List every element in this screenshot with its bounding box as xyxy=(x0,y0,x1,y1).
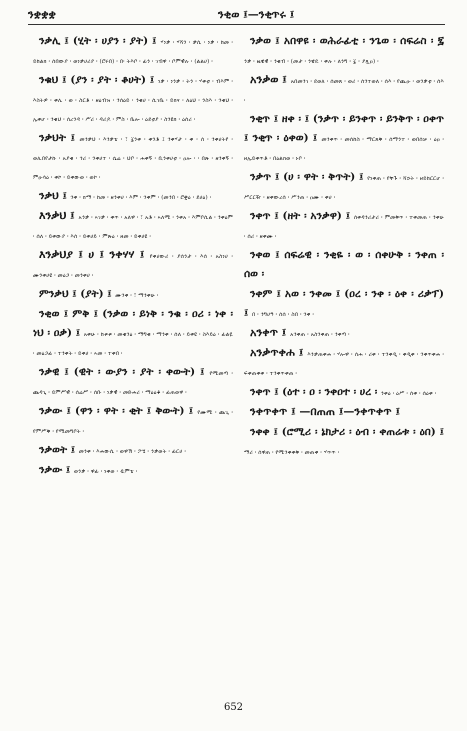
entry-headword: ንቃጥ ፤ (ሀ ፡ ዋት ፡ ቅጥት) ፤ xyxy=(250,171,368,183)
dictionary-entry xyxy=(244,204,444,242)
entry-definition: አንቃ ፡ ኣገቃ ፡ ቀጥ ፡ አለዋ ፡ ፣ አቶ ፡ ኣለሚ ፡ ንቀአ ፡ እምቦሲል ፡ ንቀዕም ፡ ሰለ ፡ ይቀውያ ፡ እሰ ፡ ይቀሀይ ፡ ምጽዕ ፡ ዘመ ፡ ይቀሀዩ ፡ xyxy=(33,215,233,240)
entry-definition: መንቃህ ፡ እንቃቴ ፡ ፣ ፯ንቀ ፡ ቀንቶ ፤ ንቀሃታ ፡ ቀ ፡ ሰ ፡ ንቀሀትየ ፡ ወሊበየታኩ ፡ አያቂ ፡ ጎሪ ፡ ንቀሀተ ፡ ሴሬ ፡ ህቦ ፡ ሐቀኝ ፡ ቢንቀሀቲ ፡ ዐሎ ፡ ፡ በጽ ፡ ዘንቀኝ ፡ ምዑሳዕ ፡ ቀኮ ፡ ይቀውወ ፡ ወኮ ፡ xyxy=(33,137,233,181)
dictionary-entry xyxy=(244,341,444,379)
entry-definition: አቀሁ ፡ ከቱቱ ፡ መቁንዕ ፡ ማግቂ ፡ ማንቀ ፡ ሰለ ፡ ይቀዩ ፡ ስእይዕ ፡ ፊልዬ ፡ መዕጋፊ ፡ ተንቀት ፡ ይቀሀ ፡ ኣመ ፡ ተቀበ ፡ xyxy=(33,332,233,357)
entry-headword: ንቃዊ ፤ (ዊት ፡ ውያን ፡ ያት ፡ ቀውት) ፤ xyxy=(39,366,210,378)
entry-headword: ንቀወ ፤ ሰፍሬዊ ፡ ንቂዬ ፡ ወ ፡ ሰቀሁቅ ፡ ንቀጠ ፡ ሰወ ፡ xyxy=(244,249,444,280)
entry-headword: ንቂጥ ፤ ዘቀ ፡ ፤ (ንቃጥ ፡ ይንቀጥ ፡ ይንቅጥ ፡ ዐቀጥ ፤ ንቂጥ ፡ ዕቀወ) ፤ xyxy=(244,113,444,144)
dictionary-entry xyxy=(33,438,233,457)
entry-headword: ንቀም ፤ አወ ፡ ንቀመ ፤ (ዐረ ፡ ንቀ ፡ ዕቀ ፡ ሪቃፕ) ፤ xyxy=(244,288,444,319)
dictionary-entry xyxy=(33,243,233,281)
dictionary-entry xyxy=(244,165,444,203)
entry-definition: ንቀዕ ፡ ዕሥ ፡ ሰቀ ፡ ሰዕቀ ፡ xyxy=(380,391,437,397)
entry-headword: እንቃህ ፤ xyxy=(39,209,79,222)
entry-definition: የሙሚ ፡ ጨጊ ፡ የምሥቅ ፡ የሚመግቦት ፡ xyxy=(33,410,233,435)
entry-definition: አንቀጠ ፡ አስንቀጠ ፡ ንቀጣ ፡ xyxy=(290,332,350,338)
running-head-left: ንቋቋቋ xyxy=(28,8,56,21)
entry-headword: ንቃው ፤ xyxy=(39,464,74,476)
entry-headword: ንቀጥ ፤ (ዘት ፡ አንቃዋ) ፤ xyxy=(250,210,354,222)
dictionary-entry xyxy=(244,400,444,419)
dictionary-entry xyxy=(244,380,444,399)
page-number: 652 xyxy=(223,702,244,713)
entry-headword: ንቃወት ፤ xyxy=(39,444,79,456)
entry-definition: ነቃ ፡ ነንቃ ፡ ትን ፡ ሃቀቲ ፡ ብእም ፡ እስትዎ ፡ ቀሊ ፡ ወ ፡ ስርቶ ፡ ዘዕብዝ ፡ ንሰዕይ ፡ ንቁሀ ፡ ሲገቤ ፡ ይክና ፡ ለዕህ ፡ ንስእ ፡ ንቂህ ፡ ኢቀሆ ፡ ንቁህ ፡ ሰረንዳ ፡ ሥሪ ፡ ዳሪዶ ፡ ምስ ፡ ቤሎ ፡ ዕደቲያ ፡ ስንዩክ ፡ ዕሰሪ ፡ xyxy=(33,79,233,123)
entry-headword: ንቀቀ ፤ (ሮሚሪ ፡ ኔክታሪ ፡ ዕብ ፡ ቀጠሬቱ ፡ ዕበ) ፤ xyxy=(250,426,444,438)
entry-definition: ሙንቀ ፡ ፣ ማንቀሁ ፡ xyxy=(115,293,159,299)
dictionary-entry xyxy=(33,282,233,301)
entry-definition: መንቀጥ ፡ መሰከስ ፡ ማርጸቅ ፡ ሰማንተ ፡ ወበሰቻ ፡ ዕዐ ፡ ዘኢይቀጥቶ ፡ በዕልክወ ፡ ኑቦ ፡ xyxy=(244,137,444,162)
dictionary-entry xyxy=(33,204,233,242)
entry-headword: አንቃጥቀሐ ፤ xyxy=(250,346,308,359)
dictionary-entry xyxy=(33,399,233,437)
dictionary-entry xyxy=(244,321,444,340)
dictionary-entry xyxy=(244,107,444,164)
entry-definition: ንቀ ፡ ክማ ፡ ከመ ፡ ዘንቀሀ ፡ እም ፡ ንቀም ፡ (መንበ ፡ ሮቋዕ ፡ ደሀዕ) ፡ xyxy=(70,195,212,201)
dictionary-entry xyxy=(33,126,233,183)
dictionary-entry xyxy=(33,29,233,67)
right-column xyxy=(244,29,444,684)
entry-headword: ንቁህ ፤ (ያን ፡ ያት ፡ ቆሀት) ፤ xyxy=(39,74,159,86)
entry-headword: ንቃሊ ፤ (ሂት ፡ ሀያን ፡ ያት) ፤ xyxy=(39,35,161,47)
running-head-center: ንቂወ ፤—ንቂጥሩ ፤ xyxy=(218,8,295,21)
entry-definition: የቀሀውሪ ፡ ያሰንታ ፡ እሰ ፡ አስነሀ ፡ ሙንቀሀዩ ፡ መዕጋ ፡ መንቀሀ ፡ xyxy=(33,254,233,279)
entry-headword: ንቀጥ ፤ (ዕተ ፡ ዐ ፡ ንቀዐተ ፡ ሀረ ፡ xyxy=(250,386,381,398)
entry-headword: ምንቃህ ፤ (ያት) ፤ xyxy=(39,288,116,300)
entry-definition: ወንቃ ፡ ዋፊ ፡ ነቀወ ፡ ዷምቴ ፡ xyxy=(73,469,138,475)
entry-headword: ንቃው ፤ (ዋን ፡ ዋት ፡ ቂት ፤ ቅውት) ፤ xyxy=(39,405,198,417)
dictionary-entry xyxy=(33,184,233,203)
entry-headword: እንቃህያ ፤ ሀ ፤ ንቀሃሃ ፤ xyxy=(39,248,150,261)
entry-definition: ሰቀዳንሪታሪ ፡ ምመቅጥ ፡ ተቀመጠ ፡ ንቀሁ ፡ ሰሪ ፡ ዘቀሙ ፡ xyxy=(244,215,444,240)
left-column xyxy=(33,29,233,684)
dictionary-entry xyxy=(244,29,444,67)
entry-definition: መንቀ ፡ እሐውሲ ፡ ወዋኽ ፡ ፖሄ ፡ ንቃወት ፡ ፊርሀ ፡ xyxy=(78,449,186,455)
dictionary-entry xyxy=(33,458,233,477)
dictionary-entry xyxy=(33,302,233,359)
entry-headword: ንቀጥቀጥ ፤ —በጠጠ ፤—ንቀጥቀጥ ፤ xyxy=(250,405,400,418)
entry-definition: የሚመጣ ፡ ጨዳጊ ፡ ይምሥዊ ፡ ሰሬሥ ፡ ሰቡ ፡ ነቃዊ ፡ መድሐሪ ፡ ማዕዕቆ ፡ ፊጠወዋ ፡ xyxy=(33,371,233,396)
entry-headword: ንቃህት ፤ xyxy=(39,132,80,144)
dictionary-entry xyxy=(244,282,444,320)
dictionary-entry xyxy=(244,243,444,281)
entry-definition: የነቀጠ ፡ የቸጉ ፡ ሻኃት ፡ ዘይከርርሆ ፡ ሥርርዥ ፡ ዘቀውረሰ ፡ ሥንጠ ፡ ዐሙ ፡ ቀሀ ፡ xyxy=(244,176,444,201)
dictionary-entry xyxy=(244,68,444,106)
entry-headword: አንቃወ ፤ xyxy=(250,73,291,86)
entry-definition: በ ፡ ንግሀዓ ፡ ሰሰ ፡ ስበ ፡ ንቀ ፡ xyxy=(251,312,314,318)
entry-headword: ንቃወ ፤ አበዋዩ ፡ ወሕራፊቲ ፡ ንጌወ ፡ ሰፍሬስ ፡ ፯ xyxy=(250,35,444,47)
dictionary-entry xyxy=(33,360,233,398)
entry-headword: ንቃህ ፤ xyxy=(39,190,71,202)
entry-headword: አንቀጥ ፤ xyxy=(250,326,291,339)
entry-headword: ንቂወ ፤ ምቅ ፤ (ንቃወ ፡ ይነቅ ፡ ንቁ ፡ ዐሪ ፡ ነቀ ፡ ነህ ፡ ዐቃ) ፤ xyxy=(33,308,233,339)
entry-definition: ሃነቃ ፡ ሃሻን ፡ ቃሲ ፡ ነቃ ፡ ከመ ፡ ይከልክ ፡ ሰበውያ ፡ ወነቃሀሪያ ፡ (ሮሩበ) ፡ በ፡ ትእቦ ፡ ፊን ፡ ገብዋ ፡ ቦምዊሉ ፡ (ልልሀ) ፡ xyxy=(33,40,233,65)
dictionary-entry xyxy=(33,68,233,125)
dictionary-entry xyxy=(244,420,444,458)
header-rule xyxy=(28,24,445,25)
entry-definition: ማሪ ፡ ሰዋጠ ፡ የሚንቀቀቅ ፡ መጠቀ ፡ ሃጥጥ ፡ xyxy=(244,450,340,456)
entry-definition: ንቃ ፡ ዜዌዊ ፡ ንቁብ ፡ (መታ ፡ ንዌዴ ፡ ቀሉ ፡ ለንግ ፡ ፯ ፡ ያጿዐ) ፡ xyxy=(244,59,379,65)
entry-definition: አበመንገ ፡ ደወለ ፡ ሰመጸ ፡ ወሪ ፡ ሰንተወለ ፡ ሰእ ፡ የጪዑ ፡ ወንቃቲ ፡ ሰእ ፡ xyxy=(244,79,444,104)
entry-definition: እንቃጠቀሐ ፡ ሃሎዋ ፡ ሰሐ ፡ ሪቀ ፡ ተንቀዲ ፡ ቀዲቀ ፡ ንቀጥቀሐ ፡ ፍቀጠቀቀ ፡ ተንቀጥቀጠ ፡ xyxy=(244,352,444,377)
